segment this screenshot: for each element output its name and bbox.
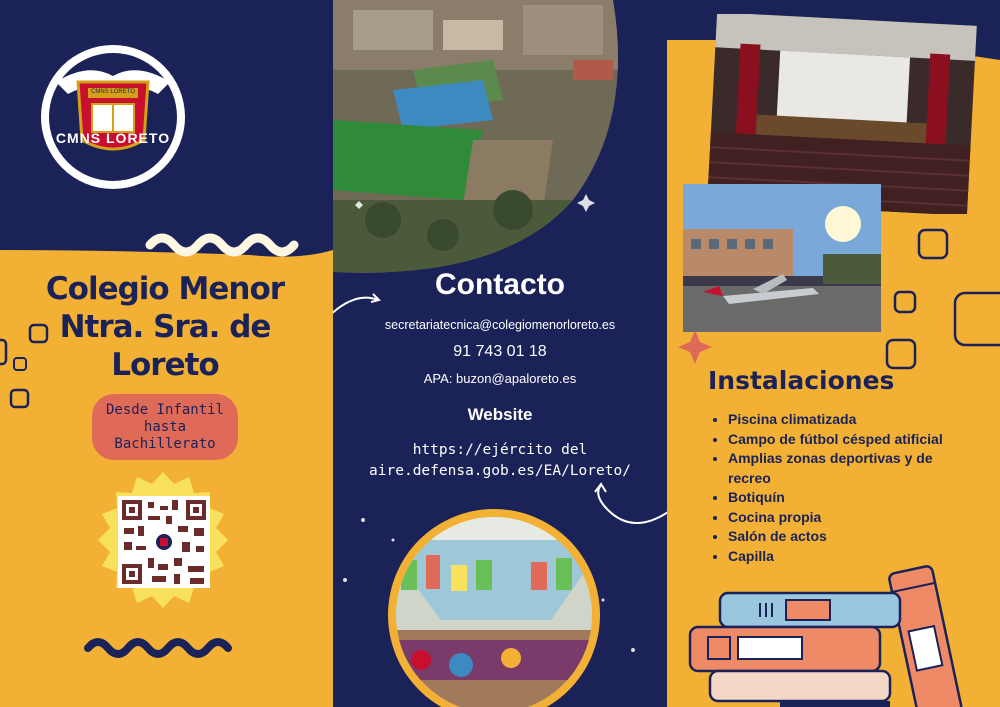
school-logo <box>38 42 188 192</box>
website-title: Website <box>467 405 533 424</box>
contact-phone[interactable]: 91 743 01 18 <box>453 343 547 360</box>
list-item: • Amplias zonas deportivas y de recreo <box>728 449 968 488</box>
list-item: • Cocina propia <box>728 508 968 528</box>
classroom-photo <box>381 500 607 707</box>
contact-title: Contacto <box>435 268 565 301</box>
qr-code-icon[interactable] <box>118 496 210 588</box>
book-stack-illustration <box>680 555 1000 707</box>
courtyard-photo <box>683 184 881 332</box>
logo-ribbon: CMNS LORETO <box>91 89 135 95</box>
list-item: • Campo de fútbol césped atificial <box>728 430 968 450</box>
logo-text: CMNS LORETO <box>55 130 171 146</box>
list-item: • Botiquín <box>728 488 968 508</box>
school-name: Colegio Menor Ntra. Sra. de Loreto <box>45 271 285 383</box>
levels-badge: Desde Infantil hasta Bachillerato <box>92 394 238 460</box>
sparkle-icon <box>678 330 712 364</box>
facilities-title: Instalaciones <box>708 366 895 395</box>
contact-apa[interactable]: APA: buzon@apaloreto.es <box>423 371 577 386</box>
middle-panel <box>333 0 667 707</box>
list-item: • Salón de actos <box>728 527 968 547</box>
list-item: • Piscina climatizada <box>728 410 968 430</box>
left-panel <box>0 0 333 707</box>
contact-email[interactable]: secretariatecnica@colegiomenorloreto.es <box>384 318 616 332</box>
facilities-list <box>710 410 968 566</box>
website-url-line2[interactable]: aire.defensa.gob.es/EA/Loreto/ <box>369 463 631 479</box>
website-url-line1[interactable]: https://ejército del <box>412 442 588 458</box>
website-url[interactable] <box>333 440 667 482</box>
list-item: • Capilla <box>728 547 968 567</box>
